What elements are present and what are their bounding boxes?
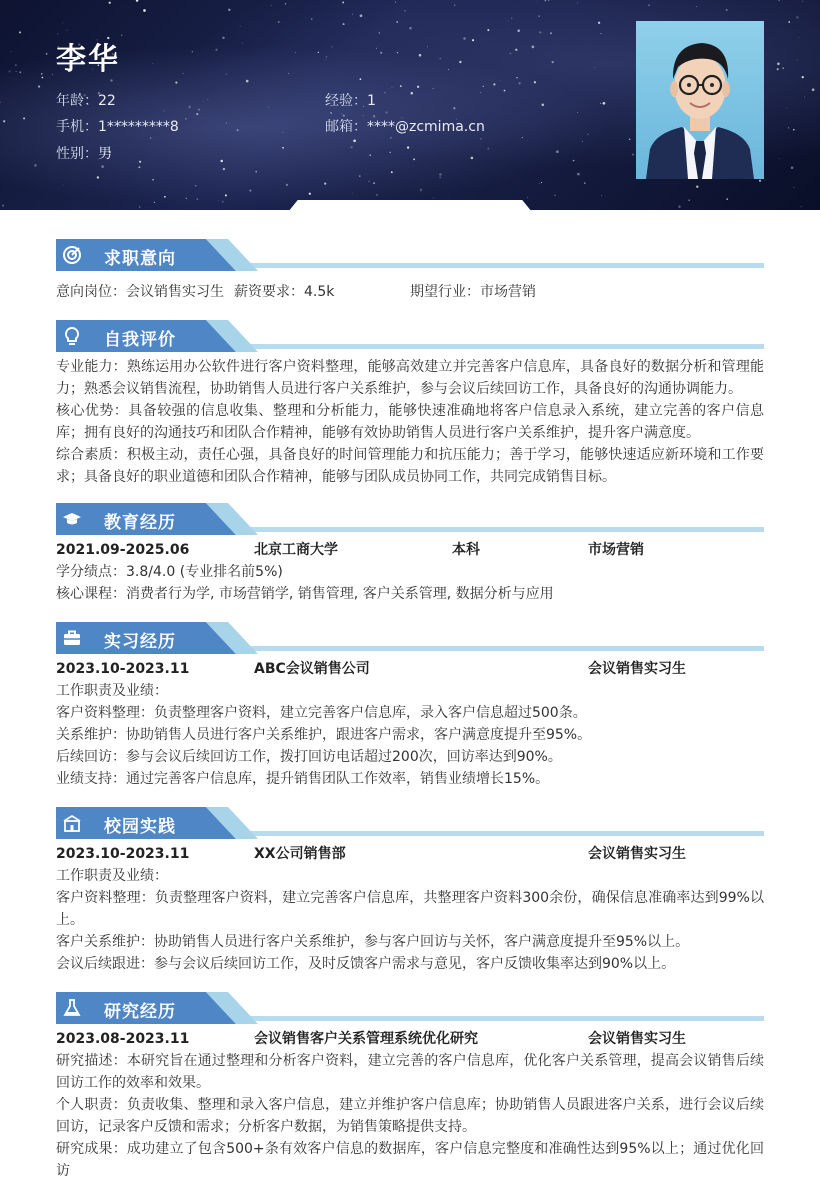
star [185, 118, 187, 120]
star [121, 35, 122, 36]
experience-label: 经验： [325, 93, 367, 109]
star [271, 5, 272, 6]
star [518, 82, 520, 84]
star [696, 6, 697, 7]
section-education [56, 503, 764, 605]
research-row [56, 1028, 764, 1050]
star [802, 76, 804, 78]
section-underline [232, 831, 764, 836]
star [208, 99, 209, 100]
star [268, 107, 269, 108]
star [152, 63, 153, 64]
star [427, 46, 428, 47]
star [548, 0, 549, 1]
star [19, 31, 21, 33]
star [67, 30, 68, 31]
email-field [325, 116, 485, 136]
star [796, 16, 798, 18]
star [215, 49, 217, 51]
star [487, 29, 489, 31]
star [309, 193, 311, 195]
star [600, 103, 601, 104]
star [439, 173, 441, 175]
section-title: 自我评价 [104, 330, 176, 350]
gender-value: 男 [98, 146, 112, 162]
star [541, 182, 542, 183]
internship-line: 后续回访：参与会议后续回访工作，拨打回访电话超过200次，回访率达到90%。 [56, 749, 562, 765]
internship-line: 关系维护：协助销售人员进行客户关系维护，跟进客户需求，客户满意度提升至95%。 [56, 727, 592, 743]
star [448, 69, 449, 70]
star [508, 30, 509, 31]
star [793, 187, 794, 188]
star [370, 155, 371, 156]
briefcase-icon [62, 628, 82, 648]
star [143, 9, 146, 12]
star [379, 32, 381, 34]
star [522, 137, 523, 138]
star [480, 92, 481, 93]
flask-icon [62, 998, 82, 1018]
candidate-name: 李华 [56, 42, 120, 77]
star [225, 194, 227, 196]
star [600, 33, 601, 34]
internship-row [56, 658, 764, 680]
star [255, 171, 257, 173]
star [380, 52, 382, 54]
star [163, 110, 164, 111]
campus-line: 客户资料整理：负责整理客户资料，建立完善客户信息库，共整理客户资料300余份，确保信息准确率达到99%以上。 [56, 890, 764, 928]
star [198, 109, 200, 111]
star [404, 10, 405, 11]
star [545, 0, 547, 1]
star [777, 68, 779, 70]
star [384, 92, 385, 93]
star [390, 152, 391, 153]
target-icon [62, 245, 82, 265]
star [2, 205, 4, 207]
star [286, 184, 288, 186]
star [577, 173, 580, 176]
campus-line: 会议后续跟进：参与会议后续回访工作，及时反馈客户需求与意见，客户反馈收集率达到90%以上。 [56, 956, 676, 972]
profile-photo [636, 21, 764, 179]
star [226, 122, 227, 123]
star [500, 80, 501, 81]
star [136, 0, 138, 2]
campus-role: 会议销售实习生 [588, 846, 686, 862]
star [804, 97, 805, 98]
star [799, 37, 800, 38]
star [11, 51, 12, 52]
star [326, 59, 327, 60]
section-header [56, 622, 764, 654]
section-header [56, 320, 764, 352]
star [23, 117, 25, 119]
star [228, 9, 230, 11]
star [38, 86, 40, 88]
star [8, 70, 10, 72]
internship-period: 2023.10-2023.11 [56, 661, 190, 677]
section-job-intent [56, 239, 764, 303]
self-evaluation-body [56, 356, 764, 488]
star [550, 32, 552, 34]
star [331, 46, 332, 47]
star [154, 202, 155, 203]
star [508, 21, 509, 22]
star [552, 61, 554, 63]
section-title: 实习经历 [104, 632, 176, 652]
star [318, 52, 319, 53]
star [510, 53, 512, 55]
star [138, 8, 139, 9]
star [601, 195, 602, 196]
star [62, 23, 63, 24]
research-role: 会议销售实习生 [588, 1031, 686, 1047]
star [392, 87, 393, 88]
star [353, 139, 356, 142]
star [218, 201, 219, 202]
star [360, 14, 363, 17]
star [186, 198, 187, 199]
star [395, 2, 396, 3]
star [282, 147, 284, 149]
section-underline [232, 344, 764, 349]
star [325, 56, 327, 58]
star [139, 161, 141, 163]
phone-field [56, 116, 179, 136]
age-value: 22 [98, 93, 116, 109]
star [511, 17, 512, 18]
star [517, 29, 520, 32]
lightbulb-icon [62, 326, 82, 346]
star [110, 79, 112, 81]
star [295, 52, 296, 53]
star [376, 48, 377, 49]
research-period: 2023.08-2023.11 [56, 1031, 190, 1047]
star [203, 101, 204, 102]
star [175, 82, 177, 84]
star [433, 198, 434, 199]
campus-org: XX公司销售部 [254, 846, 346, 862]
email-value: ****@zcmima.cn [367, 119, 485, 135]
section-underline [232, 646, 764, 651]
section-title: 教育经历 [104, 513, 176, 533]
star [376, 194, 378, 196]
education-courses: 核心课程：消费者行为学, 市场营销学, 销售管理, 客户关系管理, 数据分析与应用 [56, 586, 554, 602]
star [391, 171, 393, 173]
campus-period: 2023.10-2023.11 [56, 846, 190, 862]
section-header [56, 807, 764, 839]
star [222, 201, 224, 203]
age-label: 年龄： [56, 93, 98, 109]
star [536, 1, 537, 2]
phone-label: 手机： [56, 119, 98, 135]
star [352, 14, 353, 15]
star [527, 197, 528, 198]
star [192, 51, 193, 52]
education-row [56, 539, 764, 561]
section-header [56, 239, 764, 271]
star [397, 52, 398, 53]
star [419, 54, 422, 57]
star [440, 177, 441, 178]
star [396, 21, 398, 23]
star [696, 186, 698, 188]
section-underline [232, 1016, 764, 1021]
star [188, 106, 191, 109]
star [246, 80, 249, 83]
star [400, 85, 402, 87]
star [788, 21, 790, 23]
section-self-evaluation [56, 320, 764, 488]
star [542, 104, 545, 107]
star [463, 37, 465, 39]
graduation-cap-icon [62, 509, 82, 529]
self-eval-paragraph: 综合素质：积极主动，责任心强，具备良好的时间管理能力和抗压能力；善于学习，能够快速适应新环境和工作要求；具备良好的职业道德和团队合作精神，能够与团队成员协同工作，共同完成销售目标。 [56, 447, 764, 485]
star [726, 198, 727, 199]
star [330, 112, 331, 113]
star [648, 4, 650, 6]
star [577, 112, 578, 113]
star [603, 102, 606, 105]
star [101, 165, 104, 168]
star [453, 107, 455, 109]
star [350, 146, 352, 148]
star [15, 64, 17, 66]
star [196, 113, 198, 115]
education-period: 2021.09-2025.06 [56, 542, 190, 558]
section-title: 研究经历 [104, 1002, 176, 1022]
star [182, 73, 183, 74]
star [480, 138, 482, 140]
star [360, 78, 362, 80]
campus-line: 工作职责及业绩： [56, 868, 168, 884]
section-underline [232, 263, 764, 268]
star [197, 199, 198, 200]
intent-industry: 期望行业：市场营销 [410, 284, 536, 300]
header-notch [288, 200, 532, 212]
star [472, 39, 474, 41]
star [786, 108, 787, 109]
star [779, 158, 780, 159]
section-header [56, 503, 764, 535]
research-project: 会议销售客户关系管理系统优化研究 [254, 1031, 478, 1047]
gender-field [56, 143, 112, 163]
star [459, 61, 461, 63]
star [594, 67, 595, 68]
star [678, 206, 680, 208]
star [237, 129, 239, 131]
research-line: 研究描述：本研究旨在通过整理和分析客户资料，建立完善的客户信息库，优化客户关系管理，提高会议销售后续回访工作的效率和效果。 [56, 1053, 764, 1091]
internship-role: 会议销售实习生 [588, 661, 686, 677]
star [632, 154, 634, 156]
star [285, 3, 286, 4]
star [226, 73, 227, 74]
star [385, 111, 387, 113]
star [249, 190, 251, 192]
star [777, 63, 780, 66]
self-eval-paragraph: 专业能力：熟练运用办公软件进行客户资料整理，能够高效建立并完善客户信息库，具备良好的数据分析和管理能力；熟悉会议销售流程，协助销售人员进行客户关系维护，参与会议后续回访工作，具备良好的沟通协调能力。 [56, 359, 764, 397]
section-research [56, 992, 764, 1182]
experience-value: 1 [367, 93, 376, 109]
star [63, 185, 64, 186]
star [240, 26, 241, 27]
star [352, 193, 353, 194]
star [16, 71, 17, 72]
star [797, 60, 798, 61]
star [778, 0, 779, 1]
star [222, 37, 224, 39]
star [278, 21, 280, 23]
star [283, 132, 284, 133]
internship-line: 业绩支持：通过完善客户信息库，提升销售团队工作效率，销售业绩增长15%。 [56, 771, 550, 787]
section-header [56, 992, 764, 1024]
intent-position: 意向岗位：会议销售实习生 [56, 284, 224, 300]
star [288, 73, 289, 74]
resume-header [0, 0, 820, 210]
star [343, 23, 345, 25]
star [52, 74, 53, 75]
star [782, 67, 784, 69]
star [788, 127, 789, 128]
star [202, 158, 203, 159]
star [584, 182, 585, 183]
intent-salary: 薪资要求：4.5k [234, 284, 335, 300]
internship-line: 客户资料整理：负责整理客户资料，建立完善客户信息库，录入客户信息超过500条。 [56, 705, 587, 721]
internship-company: ABC会议销售公司 [254, 661, 370, 677]
star [759, 180, 761, 182]
star [587, 134, 588, 135]
star [556, 150, 559, 153]
section-title: 校园实践 [104, 817, 176, 837]
star [493, 83, 495, 85]
star [483, 86, 484, 87]
section-internship [56, 622, 764, 790]
star [242, 43, 243, 44]
education-school: 北京工商大学 [254, 542, 338, 558]
star [413, 158, 415, 160]
star [538, 15, 540, 17]
star [516, 77, 517, 78]
star [390, 137, 392, 139]
star [342, 1, 344, 3]
star [341, 113, 342, 114]
star [532, 46, 535, 49]
star [555, 195, 556, 196]
star [34, 164, 37, 167]
star [582, 141, 583, 142]
section-underline [232, 527, 764, 532]
star [109, 2, 111, 4]
star [324, 183, 326, 185]
star [41, 73, 42, 74]
star [139, 206, 141, 208]
star [420, 189, 423, 192]
star [97, 176, 99, 178]
age-field [56, 90, 116, 110]
star [3, 120, 5, 122]
star [504, 90, 506, 92]
star [801, 206, 802, 207]
email-label: 邮箱： [325, 119, 367, 135]
star [373, 182, 375, 184]
phone-value: 1*********8 [98, 119, 179, 135]
star [793, 129, 795, 131]
star [42, 77, 44, 79]
star [220, 160, 222, 162]
star [812, 88, 815, 91]
section-campus-practice [56, 807, 764, 975]
star [515, 49, 517, 51]
star [802, 1, 803, 2]
star [487, 148, 489, 150]
star [150, 138, 151, 139]
star [629, 138, 631, 140]
star [223, 168, 225, 170]
star [195, 185, 197, 187]
star [417, 86, 419, 88]
star [411, 92, 414, 95]
campus-row [56, 843, 764, 865]
self-eval-paragraph: 核心优势：具备较强的信息收集、整理和分析能力，能够快速准确地将客户信息录入系统，建立完善的客户信息库；拥有良好的沟通技巧和团队合作精神，能够有效协助销售人员进行客户关系维护，提升客户满意度。 [56, 403, 764, 441]
research-line: 个人职责：负责收集、整理和录入客户信息，建立并维护客户信息库；协助销售人员跟进客户关系，进行会议后续回访，记录客户反馈和需求；分析客户数据，为销售策略提供支持。 [56, 1097, 764, 1135]
star [407, 146, 409, 148]
star [152, 179, 154, 181]
star [791, 166, 794, 169]
star [0, 102, 1, 104]
star [138, 166, 140, 168]
star [241, 209, 242, 210]
education-major: 市场营销 [588, 542, 644, 558]
star [598, 22, 600, 24]
star [573, 160, 575, 162]
campus-line: 客户关系维护：协助销售人员进行客户关系维护，参与客户回访与关怀，客户满意度提升至95%以上。 [56, 934, 690, 950]
star [368, 181, 370, 183]
intent-row [56, 281, 764, 303]
star [19, 71, 21, 73]
education-degree: 本科 [452, 542, 480, 558]
star [433, 88, 434, 89]
star [534, 81, 536, 83]
research-line: 研究成果：成功建立了包含500+条有效客户信息的数据库，客户信息完整度和准确性达到95%以上；通过优化回访 [56, 1141, 764, 1179]
star [454, 4, 455, 5]
experience-field [325, 90, 376, 110]
star [577, 3, 578, 4]
star [311, 18, 313, 20]
star [726, 9, 728, 11]
education-gpa: 学分绩点：3.8/4.0 (专业排名前5%) [56, 564, 283, 580]
star [539, 31, 541, 33]
star [409, 27, 412, 30]
star [471, 157, 474, 160]
star [164, 196, 166, 198]
star [440, 58, 441, 59]
building-icon [62, 813, 82, 833]
star [688, 200, 689, 201]
star [46, 53, 48, 55]
gender-label: 性别： [56, 146, 98, 162]
star [359, 175, 361, 177]
section-title: 求职意向 [104, 249, 176, 269]
star [539, 183, 540, 184]
internship-line: 工作职责及业绩： [56, 683, 168, 699]
